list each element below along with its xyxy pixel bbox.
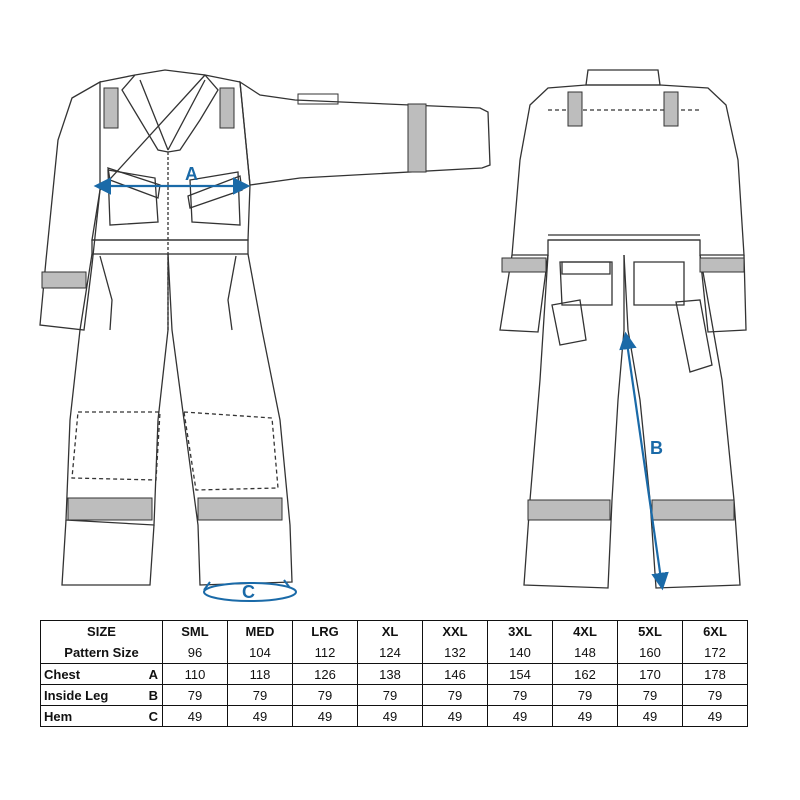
size-col-header: XL [358, 621, 423, 642]
pattern-size-cell: 140 [488, 641, 553, 664]
back-collar [586, 70, 660, 85]
inside-leg-cell: 79 [488, 685, 553, 706]
size-header-label: SIZE [41, 621, 163, 642]
chest-cell: 178 [683, 664, 748, 685]
inside-leg-cell: 79 [683, 685, 748, 706]
chest-cell: 118 [228, 664, 293, 685]
front-chest-label-tab [298, 94, 338, 104]
chest-cell: 162 [553, 664, 618, 685]
pattern-size-cell: 172 [683, 641, 748, 664]
inside-leg-cell: 79 [423, 685, 488, 706]
hem-cell: 49 [553, 706, 618, 727]
chest-cell: 146 [423, 664, 488, 685]
size-col-header: MED [228, 621, 293, 642]
pattern-size-cell: 148 [553, 641, 618, 664]
size-col-header: XXL [423, 621, 488, 642]
pattern-size-cell: 124 [358, 641, 423, 664]
size-col-header: LRG [293, 621, 358, 642]
front-left-sleeve [40, 82, 100, 330]
inside-leg-row-letter: B [141, 685, 163, 706]
inside-leg-measurement-arrow [626, 336, 662, 586]
inside-leg-cell: 79 [293, 685, 358, 706]
hem-cell: 49 [683, 706, 748, 727]
inside-leg-cell: 79 [618, 685, 683, 706]
inside-leg-cell: 79 [163, 685, 228, 706]
size-chart-table [40, 620, 748, 727]
chest-cell: 170 [618, 664, 683, 685]
inside-leg-cell: 79 [228, 685, 293, 706]
back-left-pocket [560, 262, 612, 305]
size-col-header: 5XL [618, 621, 683, 642]
hem-cell: 49 [423, 706, 488, 727]
front-right-leg [168, 254, 292, 585]
hem-row-label: Hem [41, 706, 141, 727]
hem-cell: 49 [358, 706, 423, 727]
pattern-size-cell: 104 [228, 641, 293, 664]
front-waistband [92, 240, 248, 254]
hem-cell: 49 [293, 706, 358, 727]
size-header-row [41, 621, 748, 642]
chest-cell: 138 [358, 664, 423, 685]
size-col-header: 3XL [488, 621, 553, 642]
pattern-size-label: Pattern Size [41, 641, 163, 664]
size-col-header: 4XL [553, 621, 618, 642]
chest-label-a: A [185, 164, 198, 184]
front-right-sleeve [240, 82, 490, 185]
pattern-size-cell: 160 [618, 641, 683, 664]
chest-row-letter: A [141, 664, 163, 685]
chest-cell: 126 [293, 664, 358, 685]
pattern-size-cell: 112 [293, 641, 358, 664]
hem-row-letter: C [141, 706, 163, 727]
back-reflective-tapes [502, 92, 744, 520]
hem-label-c: C [242, 582, 255, 602]
chest-row [41, 664, 748, 685]
hem-cell: 49 [163, 706, 228, 727]
chest-cell: 110 [163, 664, 228, 685]
inside-leg-row [41, 685, 748, 706]
size-col-header: SML [163, 621, 228, 642]
back-right-pocket [634, 262, 684, 305]
pattern-size-cell: 132 [423, 641, 488, 664]
inside-leg-cell: 79 [358, 685, 423, 706]
hem-cell: 49 [618, 706, 683, 727]
pattern-size-row [41, 641, 748, 664]
chest-row-label: Chest [41, 664, 141, 685]
front-left-leg [66, 254, 168, 525]
inside-leg-label-b: B [650, 438, 663, 458]
hem-row [41, 706, 748, 727]
inside-leg-row-label: Inside Leg [41, 685, 141, 706]
size-col-header: 6XL [683, 621, 748, 642]
pattern-size-cell: 96 [163, 641, 228, 664]
chest-cell: 154 [488, 664, 553, 685]
inside-leg-cell: 79 [553, 685, 618, 706]
hem-cell: 49 [228, 706, 293, 727]
front-left-chest-pocket [108, 170, 158, 225]
hem-cell: 49 [488, 706, 553, 727]
